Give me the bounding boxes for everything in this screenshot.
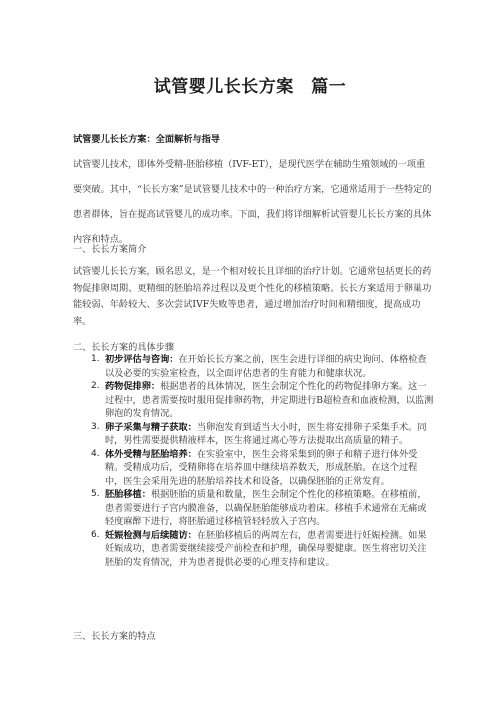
step-item <box>73 353 435 380</box>
step-item <box>73 421 435 448</box>
step-text: 根据患者的具体情况，医生会制定个性化的药物促排卵方案。这一过程中，患者需要按时服用促排卵药物，并定期进行B超检查和血液检测，以监测卵泡的发育情况。 <box>105 381 434 419</box>
step-text: 根据胚胎的质量和数量，医生会制定个性化的移植策略。在移植前，患者需要进行子宫内膜准备，以确保胚胎能够成功着床。移植手术通常在无痛或轻度麻醉下进行，将胚胎通过移植管轻轻放入子宫内。 <box>105 489 427 527</box>
step-label: 卵子采集与精子获取： <box>105 421 197 433</box>
step-text: 在实验室中，医生会将采集到的卵子和精子进行体外受精。受精成功后，受精卵将在培养皿中继续培养数天，形成胚胎。在这个过程中，医生会采用先进的胚胎培养技术和设备，以确保胚胎的正常发育。 <box>105 448 418 487</box>
section2-heading: 二、长长方案的具体步骤 <box>73 342 175 353</box>
section1-paragraph: 试管婴儿长长方案，顾名思义，是一个相对较长且详细的治疗计划。它通常包括更长的药物促排卵周期、更精细的胚胎培养过程以及更个性化的移植策略。长长方案适用于卵巢功能较弱、年龄较大、多次尝试IVF失败等患者，通过增加治疗时间和精细度，提高成功率。 <box>73 266 432 327</box>
step-item <box>73 488 435 529</box>
document-title: 试管婴儿长长方案 篇一 <box>153 77 347 97</box>
step-label: 药物促排卵： <box>105 381 161 392</box>
document-subtitle: 试管婴儿长长方案：全面解析与指导 <box>73 134 220 145</box>
step-number: 4. <box>91 448 100 459</box>
step-number: 1. <box>91 354 100 364</box>
step-label: 初步评估与咨询： <box>105 354 179 365</box>
intro-paragraph: 试管婴儿技术，即体外受精-胚胎移植（IVF-ET），是现代医学在辅助生殖领域的一项重要突破。其中，“长长方案”是试管婴儿技术中的一种治疗方案，它通常适用于一些特定的患者群体，旨在提高试管婴儿的成功率。下面，我们将详细解析试管婴儿长长方案的具体内容和特点。 <box>73 159 432 245</box>
step-item <box>73 529 435 570</box>
step-number: 6. <box>91 529 100 540</box>
step-text: 当卵泡发育到适当大小时，医生将安排卵子采集手术。同时，男性需要提供精液样本，医生将通过离心等方法提取出高质量的精子。 <box>105 421 427 446</box>
step-text: 在胚胎移植后的两周左右，患者需要进行妊娠检测。如果妊娠成功，患者需要继续接受产前检查和护理，确保母婴健康。医生将密切关注胚胎的发育情况，并为患者提供必要的心理支持和建议。 <box>105 529 427 568</box>
step-label: 体外受精与胚胎培养： <box>105 448 197 460</box>
steps-list <box>73 353 435 569</box>
section3-heading: 三、长长方案的特点 <box>73 631 156 642</box>
section1-heading: 一、长长方案简介 <box>73 244 147 255</box>
step-label: 胚胎移植： <box>105 489 151 500</box>
step-number: 5. <box>91 489 100 499</box>
step-number: 2. <box>91 381 100 391</box>
step-item <box>73 448 435 489</box>
step-item <box>73 380 435 421</box>
step-text: 在开始长长方案之前，医生会进行详细的病史询问、体格检查以及必要的实验室检查，以全面评估患者的生育能力和健康状况。 <box>105 354 427 379</box>
step-number: 3. <box>91 421 100 432</box>
step-label: 妊娠检测与后续随访： <box>105 529 197 541</box>
